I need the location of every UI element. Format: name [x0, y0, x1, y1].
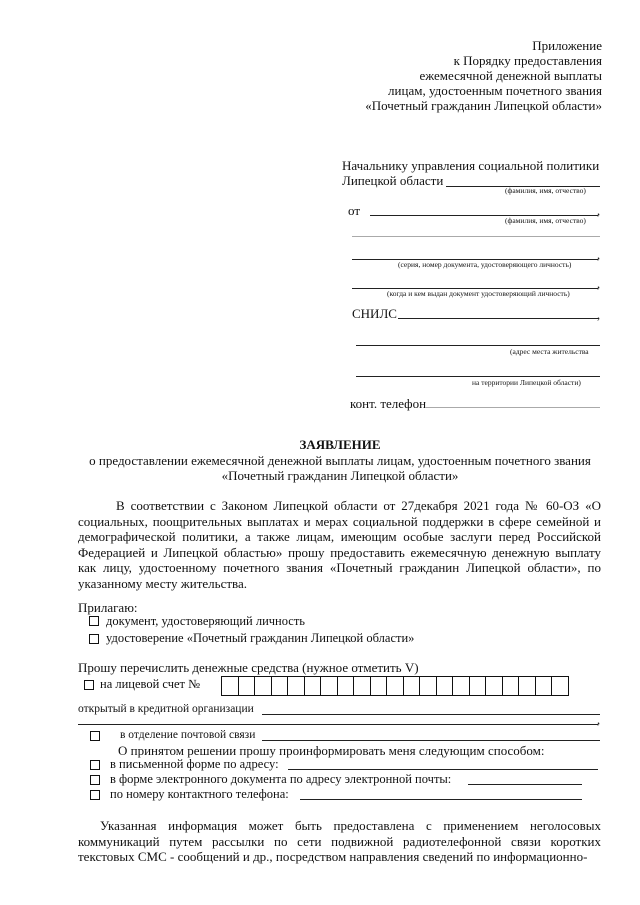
- hint-address: (адрес места жительства: [510, 347, 589, 356]
- hint-doc: (серия, номер документа, удостоверяющего личность): [398, 260, 572, 269]
- inform-label: О принятом решении прошу проинформировать меня следующим способом:: [118, 743, 545, 758]
- footer-paragraph: Указанная информация может быть предоставлена с применением неголосовых коммуникаций путем рассылки по сети подвижной радиотелефонной связи коротких текстовых СМС - сообщений и др., посредством направления сведений по информационно-: [78, 818, 601, 865]
- account-cell[interactable]: [370, 676, 388, 696]
- inform-option-3: по номеру контактного телефона:: [110, 787, 289, 801]
- account-cell[interactable]: [221, 676, 239, 696]
- inform-option-1: в письменной форме по адресу:: [110, 757, 279, 771]
- account-label: на лицевой счет №: [100, 677, 201, 691]
- comma-5: ,: [597, 713, 601, 727]
- inform-line-3[interactable]: [300, 799, 582, 800]
- inform-checkbox-3[interactable]: [90, 790, 100, 800]
- account-cell[interactable]: [337, 676, 355, 696]
- account-cell[interactable]: [304, 676, 322, 696]
- account-cell[interactable]: [386, 676, 404, 696]
- account-checkbox[interactable]: [84, 680, 94, 690]
- appendix-line-4: лицам, удостоенным почетного звания: [388, 83, 602, 98]
- account-cell[interactable]: [518, 676, 536, 696]
- post-checkbox[interactable]: [90, 731, 100, 741]
- appendix-line-5: «Почетный гражданин Липецкой области»: [365, 98, 602, 113]
- account-cell[interactable]: [287, 676, 305, 696]
- appendix-line-1: Приложение: [532, 38, 602, 53]
- inform-checkbox-1[interactable]: [90, 760, 100, 770]
- address-line[interactable]: [356, 345, 600, 346]
- account-cell[interactable]: [535, 676, 553, 696]
- attachment-item-2: удостоверение «Почетный гражданин Липецкой области»: [106, 631, 415, 645]
- account-cell[interactable]: [238, 676, 256, 696]
- account-cell[interactable]: [485, 676, 503, 696]
- inform-line-2[interactable]: [468, 784, 582, 785]
- statement-subtitle-2: «Почетный гражданин Липецкой области»: [221, 468, 459, 483]
- hint-territory: на территории Липецкой области): [472, 378, 581, 387]
- appendix-line-3: ежемесячной денежной выплаты: [419, 68, 602, 83]
- payment-label: Прошу перечислить денежные средства (нужное отметить V): [78, 660, 419, 675]
- phone-line[interactable]: [426, 407, 600, 408]
- bank-line-2[interactable]: [78, 724, 598, 725]
- statement-subtitle-1: о предоставлении ежемесячной денежной выплаты лицам, удостоенным почетного звания: [89, 453, 591, 468]
- hint-issued: (когда и кем выдан документ удостоверяющий личность): [387, 289, 570, 298]
- post-line[interactable]: [262, 740, 600, 741]
- bank-line[interactable]: [262, 714, 600, 715]
- comma-1: ,: [597, 204, 601, 218]
- account-cell[interactable]: [419, 676, 437, 696]
- addressee-to-line1: Начальнику управления социальной политики: [342, 158, 600, 173]
- account-cell[interactable]: [502, 676, 520, 696]
- comma-4: ,: [597, 308, 601, 322]
- hint-fio-2: (фамилия, имя, отчество): [505, 216, 586, 225]
- attachments-label: Прилагаю:: [78, 600, 138, 615]
- account-cell[interactable]: [452, 676, 470, 696]
- body-paragraph: В соответствии с Законом Липецкой области от 27декабря 2021 года № 60-ОЗ «О социальных, поощрительных выплатах и мерах социальной поддержки в сфере семейной и демографической политики, а также лицам, имеющим особые заслуги перед Российской Федерацией и Липецкой областью» прошу предоставить ежемесячную денежную выплату как лицу, удостоенному почетного звания «Почетный гражданин Липецкой области», по указанному месту жительства.: [78, 498, 601, 591]
- post-label: в отделение почтовой связи: [120, 729, 256, 741]
- inform-option-2: в форме электронного документа по адресу электронной почты:: [110, 772, 452, 786]
- account-cell[interactable]: [254, 676, 272, 696]
- attachment-item-1: документ, удостоверяющий личность: [106, 614, 306, 628]
- account-cell[interactable]: [320, 676, 338, 696]
- account-cell[interactable]: [353, 676, 371, 696]
- comma-3: ,: [597, 277, 601, 291]
- account-cell[interactable]: [403, 676, 421, 696]
- account-cell[interactable]: [551, 676, 569, 696]
- appendix-line-2: к Порядку предоставления: [453, 53, 602, 68]
- phone-label: конт. телефон: [350, 396, 427, 411]
- snils-label: СНИЛС: [352, 306, 397, 321]
- appendix-block: [242, 38, 602, 113]
- comma-2: ,: [597, 248, 601, 262]
- hint-fio-1: (фамилия, имя, отчество): [505, 186, 586, 195]
- attachment-checkbox-2[interactable]: [89, 634, 99, 644]
- addressee-to-line2: Липецкой области: [342, 173, 444, 188]
- from-label: от: [348, 203, 361, 218]
- account-cell[interactable]: [271, 676, 289, 696]
- bank-label: открытый в кредитной организации: [78, 703, 254, 715]
- account-cell[interactable]: [436, 676, 454, 696]
- statement-heading: ЗАЯВЛЕНИЕ: [299, 437, 381, 452]
- inform-line-1[interactable]: [288, 769, 598, 770]
- from-extra-line[interactable]: [352, 236, 600, 237]
- snils-line[interactable]: [398, 318, 598, 319]
- account-cell[interactable]: [469, 676, 487, 696]
- attachment-checkbox-1[interactable]: [89, 616, 99, 626]
- inform-checkbox-2[interactable]: [90, 775, 100, 785]
- territory-line[interactable]: [356, 376, 600, 377]
- account-number-cells[interactable]: [222, 676, 569, 696]
